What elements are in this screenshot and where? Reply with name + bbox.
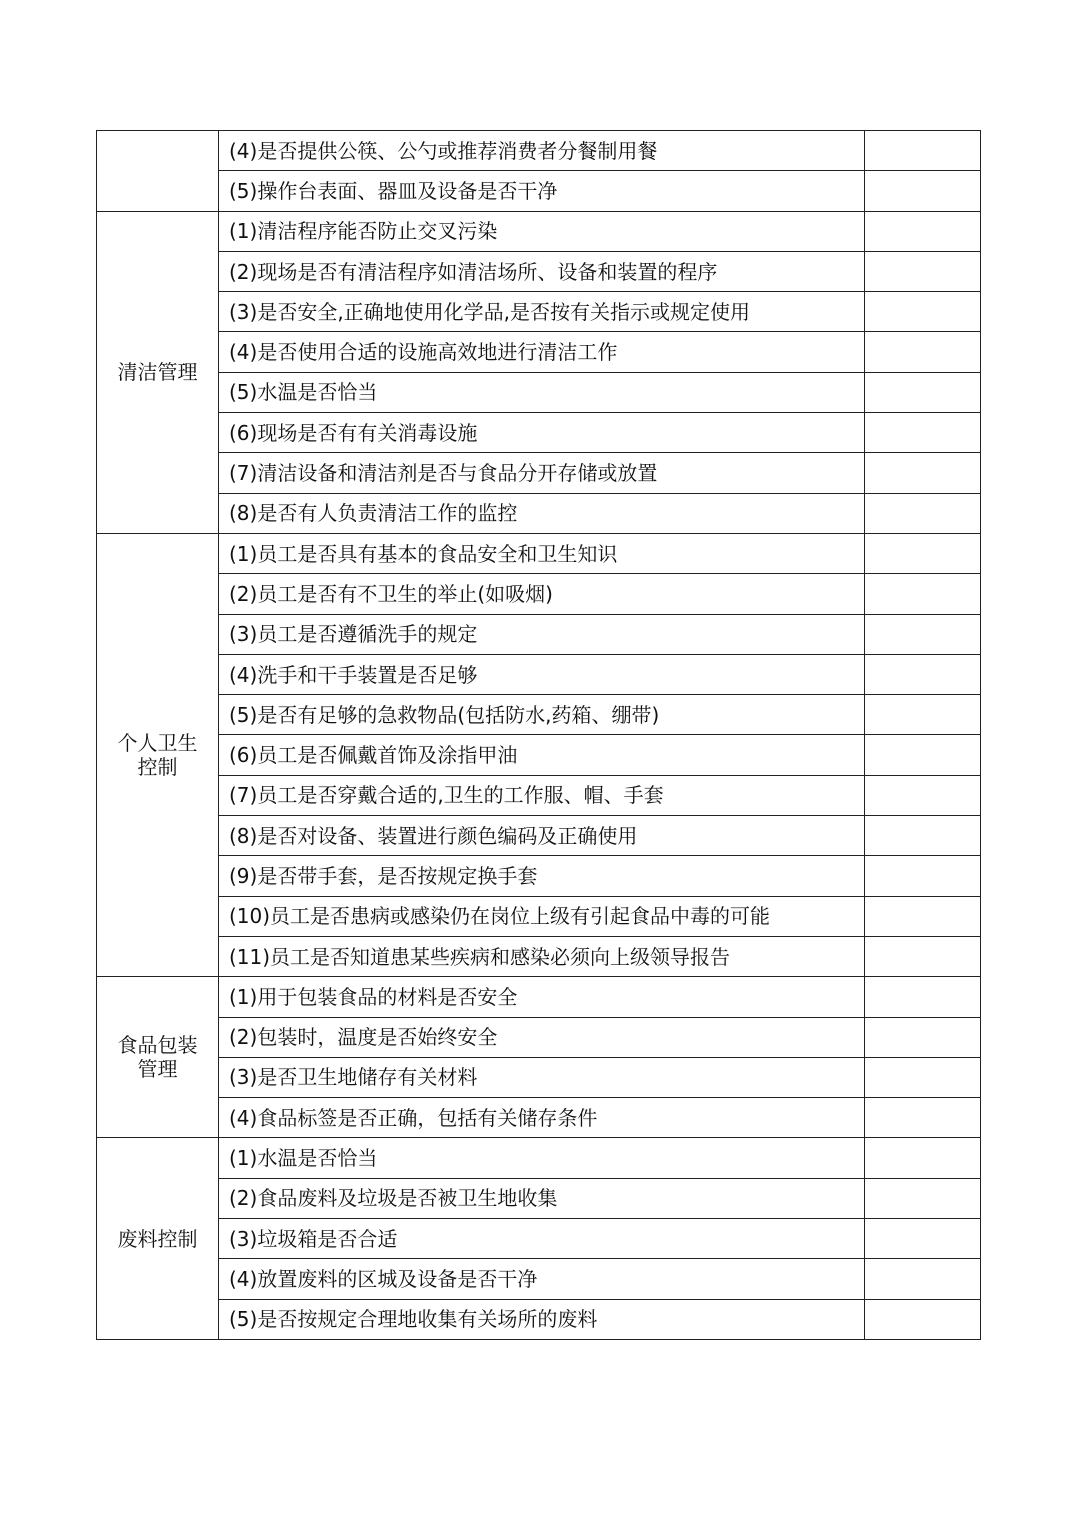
category-label: 废料控制 [117,1226,198,1251]
check-item: (1)水温是否恰当 [219,1138,865,1178]
check-item: (9)是否带手套，是否按规定换手套 [219,856,865,896]
result-cell[interactable] [865,413,981,453]
table-row [97,211,981,251]
table-row [97,896,981,936]
category-cell [97,533,219,976]
check-item: (2)包装时，温度是否始终安全 [219,1017,865,1057]
table-row [97,251,981,291]
result-cell[interactable] [865,251,981,291]
result-cell[interactable] [865,1178,981,1218]
check-item: (8)是否对设备、装置进行颜色编码及正确使用 [219,816,865,856]
result-cell[interactable] [865,574,981,614]
result-cell[interactable] [865,1299,981,1339]
table-row [97,533,981,573]
table-row [97,856,981,896]
check-item: (3)是否卫生地储存有关材料 [219,1057,865,1097]
check-item: (6)员工是否佩戴首饰及涂指甲油 [219,735,865,775]
table-row [97,1057,981,1097]
result-cell[interactable] [865,453,981,493]
table-row [97,1098,981,1138]
category-cell [97,1138,219,1339]
result-cell[interactable] [865,735,981,775]
table-row [97,332,981,372]
table-row [97,292,981,332]
result-cell[interactable] [865,695,981,735]
result-cell[interactable] [865,372,981,412]
check-item: (7)员工是否穿戴合适的,卫生的工作服、帽、手套 [219,775,865,815]
result-cell[interactable] [865,1138,981,1178]
check-item: (4)放置废料的区城及设备是否干净 [219,1259,865,1299]
result-cell[interactable] [865,131,981,171]
check-item: (1)用于包装食品的材料是否安全 [219,977,865,1017]
check-item: (1)清洁程序能否防止交叉污染 [219,211,865,251]
check-item: (5)水温是否恰当 [219,372,865,412]
result-cell[interactable] [865,1017,981,1057]
result-cell[interactable] [865,1219,981,1259]
table-row [97,1259,981,1299]
table-row [97,1299,981,1339]
check-item: (3)是否安全,正确地使用化学品,是否按有关指示或规定使用 [219,292,865,332]
result-cell[interactable] [865,211,981,251]
table-row [97,654,981,694]
check-item: (1)员工是否具有基本的食品安全和卫生知识 [219,533,865,573]
category-label: 个人卫生 [117,731,198,756]
result-cell[interactable] [865,856,981,896]
category-cell [97,131,219,212]
result-cell[interactable] [865,1057,981,1097]
category-cell [97,211,219,533]
result-cell[interactable] [865,654,981,694]
check-item: (4)食品标签是否正确，包括有关储存条件 [219,1098,865,1138]
table-row [97,775,981,815]
result-cell[interactable] [865,977,981,1017]
check-item: (6)现场是否有有关消毒设施 [219,413,865,453]
check-item: (2)员工是否有不卫生的举止(如吸烟) [219,574,865,614]
result-cell[interactable] [865,936,981,976]
check-item: (4)是否使用合适的设施高效地进行清洁工作 [219,332,865,372]
check-item: (10)员工是否患病或感染仍在岗位上级有引起食品中毒的可能 [219,896,865,936]
table-row [97,695,981,735]
check-item: (11)员工是否知道患某些疾病和感染必须向上级领导报告 [219,936,865,976]
result-cell[interactable] [865,533,981,573]
result-cell[interactable] [865,171,981,211]
category-cell [97,977,219,1138]
table-row [97,1219,981,1259]
category-label: 控制 [137,755,178,780]
table-row [97,453,981,493]
result-cell[interactable] [865,1259,981,1299]
result-cell[interactable] [865,896,981,936]
table-row [97,1017,981,1057]
check-item: (4)洗手和干手装置是否足够 [219,654,865,694]
table-row [97,735,981,775]
result-cell[interactable] [865,292,981,332]
table-row [97,1178,981,1218]
result-cell[interactable] [865,332,981,372]
table-row [97,574,981,614]
checklist-table [96,130,981,1340]
check-item: (2)食品废料及垃圾是否被卫生地收集 [219,1178,865,1218]
check-item: (2)现场是否有清洁程序如清洁场所、设备和装置的程序 [219,251,865,291]
table-row [97,614,981,654]
table-row [97,493,981,533]
result-cell[interactable] [865,816,981,856]
check-item: (4)是否提供公筷、公勺或推荐消费者分餐制用餐 [219,131,865,171]
check-item: (7)清洁设备和清洁剂是否与食品分开存储或放置 [219,453,865,493]
check-item: (8)是否有人负责清洁工作的监控 [219,493,865,533]
table-row [97,131,981,171]
check-item: (3)员工是否遵循洗手的规定 [219,614,865,654]
table-row [97,413,981,453]
result-cell[interactable] [865,493,981,533]
table-row [97,171,981,211]
result-cell[interactable] [865,1098,981,1138]
category-label: 清洁管理 [117,360,198,385]
check-item: (5)是否有足够的急救物品(包括防水,药箱、绷带) [219,695,865,735]
table-row [97,816,981,856]
check-item: (5)操作台表面、器皿及设备是否干净 [219,171,865,211]
result-cell[interactable] [865,775,981,815]
table-row [97,936,981,976]
table-row [97,1138,981,1178]
table-row [97,372,981,412]
check-item: (3)垃圾箱是否合适 [219,1219,865,1259]
table-body [97,131,981,1340]
result-cell[interactable] [865,614,981,654]
category-label: 管理 [137,1057,178,1082]
category-label: 食品包装 [117,1033,198,1058]
check-item: (5)是否按规定合理地收集有关场所的废料 [219,1299,865,1339]
table-row [97,977,981,1017]
